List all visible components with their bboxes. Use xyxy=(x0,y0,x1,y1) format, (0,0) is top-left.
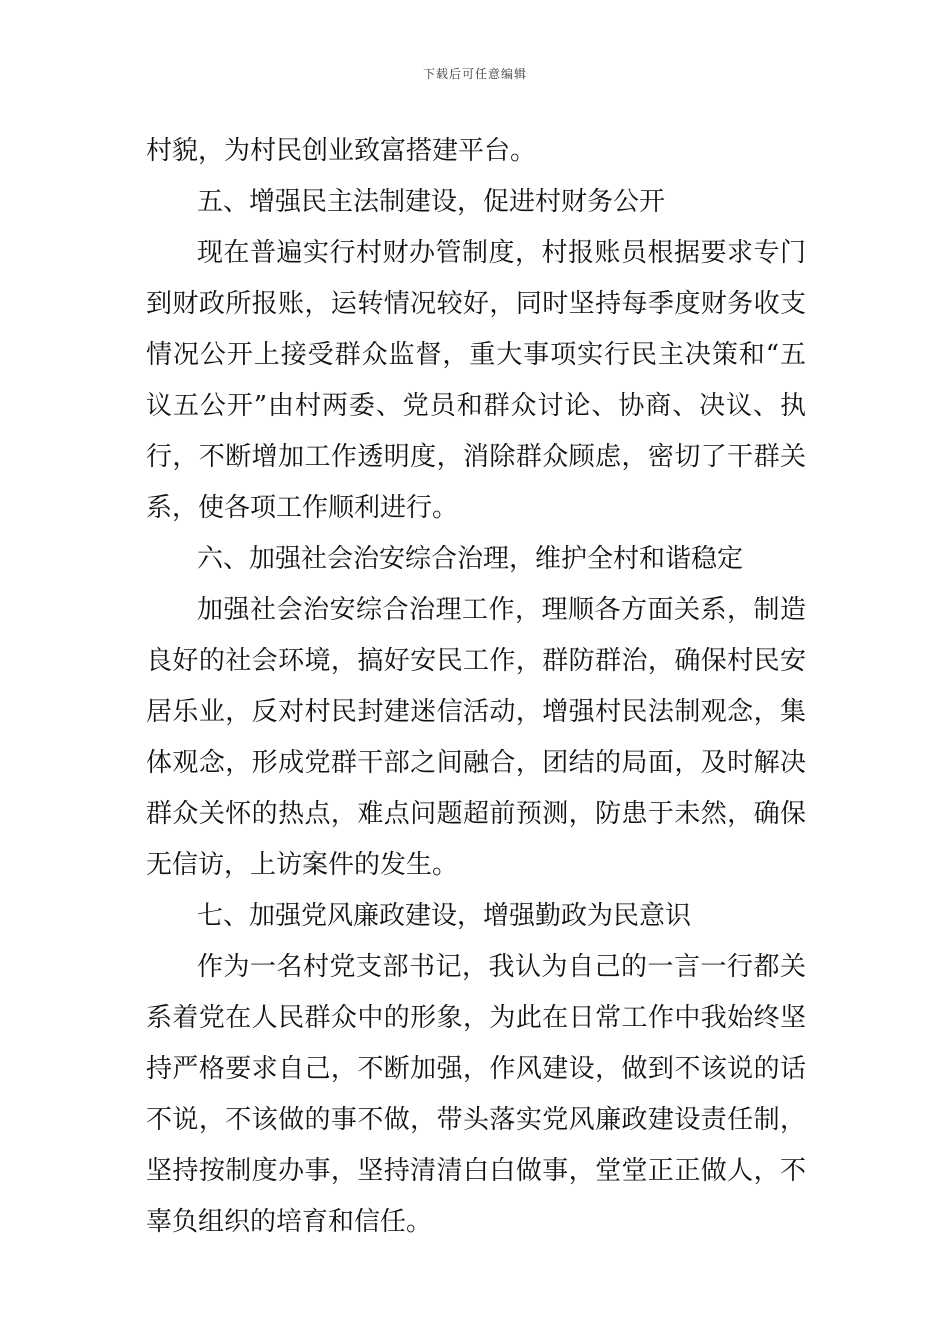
text-line: 居乐业，反对村民封建迷信活动，增强村民法制观念，集 xyxy=(146,697,806,727)
text-line: 加强社会治安综合治理工作，理顺各方面关系，制造 xyxy=(197,595,806,625)
text-line: 现在普遍实行村财办管制度，村报账员根据要求专门 xyxy=(197,238,806,268)
text-line: 体观念，形成党群干部之间融合，团结的局面，及时解决 xyxy=(146,748,806,778)
section-heading: 五、增强民主法制建设，促进村财务公开 xyxy=(197,187,666,217)
text-line: 群众关怀的热点，难点问题超前预测，防患于未然，确保 xyxy=(146,799,806,829)
document-body xyxy=(146,126,806,1248)
section-heading: 六、加强社会治安综合治理，维护全村和谐稳定 xyxy=(197,544,744,574)
text-line: 到财政所报账，运转情况较好，同时坚持每季度财务收支 xyxy=(146,289,806,319)
text-line: 村貌，为村民创业致富搭建平台。 xyxy=(146,136,537,166)
text-line: 情况公开上接受群众监督，重大事项实行民主决策和“五 xyxy=(146,340,806,370)
text-line: 持严格要求自己，不断加强，作风建设，做到不该说的话 xyxy=(146,1054,806,1084)
text-line: 无信访，上访案件的发生。 xyxy=(146,850,459,880)
text-line: 议五公开”由村两委、党员和群众讨论、协商、决议、执 xyxy=(146,391,806,421)
section-heading: 七、加强党风廉政建设，增强勤政为民意识 xyxy=(197,901,692,931)
text-line: 作为一名村党支部书记，我认为自己的一言一行都关 xyxy=(197,952,806,982)
text-line: 系着党在人民群众中的形象，为此在日常工作中我始终坚 xyxy=(146,1003,806,1033)
text-line: 良好的社会环境，搞好安民工作，群防群治，确保村民安 xyxy=(146,646,806,676)
page-header: 下载后可任意编辑 xyxy=(422,67,527,81)
text-line: 系，使各项工作顺利进行。 xyxy=(146,493,459,523)
text-line: 辜负组织的培育和信任。 xyxy=(146,1207,433,1237)
text-line: 坚持按制度办事，坚持清清白白做事，堂堂正正做人，不 xyxy=(146,1156,806,1186)
text-line: 不说，不该做的事不做，带头落实党风廉政建设责任制， xyxy=(146,1105,806,1135)
text-line: 行，不断增加工作透明度，消除群众顾虑，密切了干群关 xyxy=(146,442,806,472)
